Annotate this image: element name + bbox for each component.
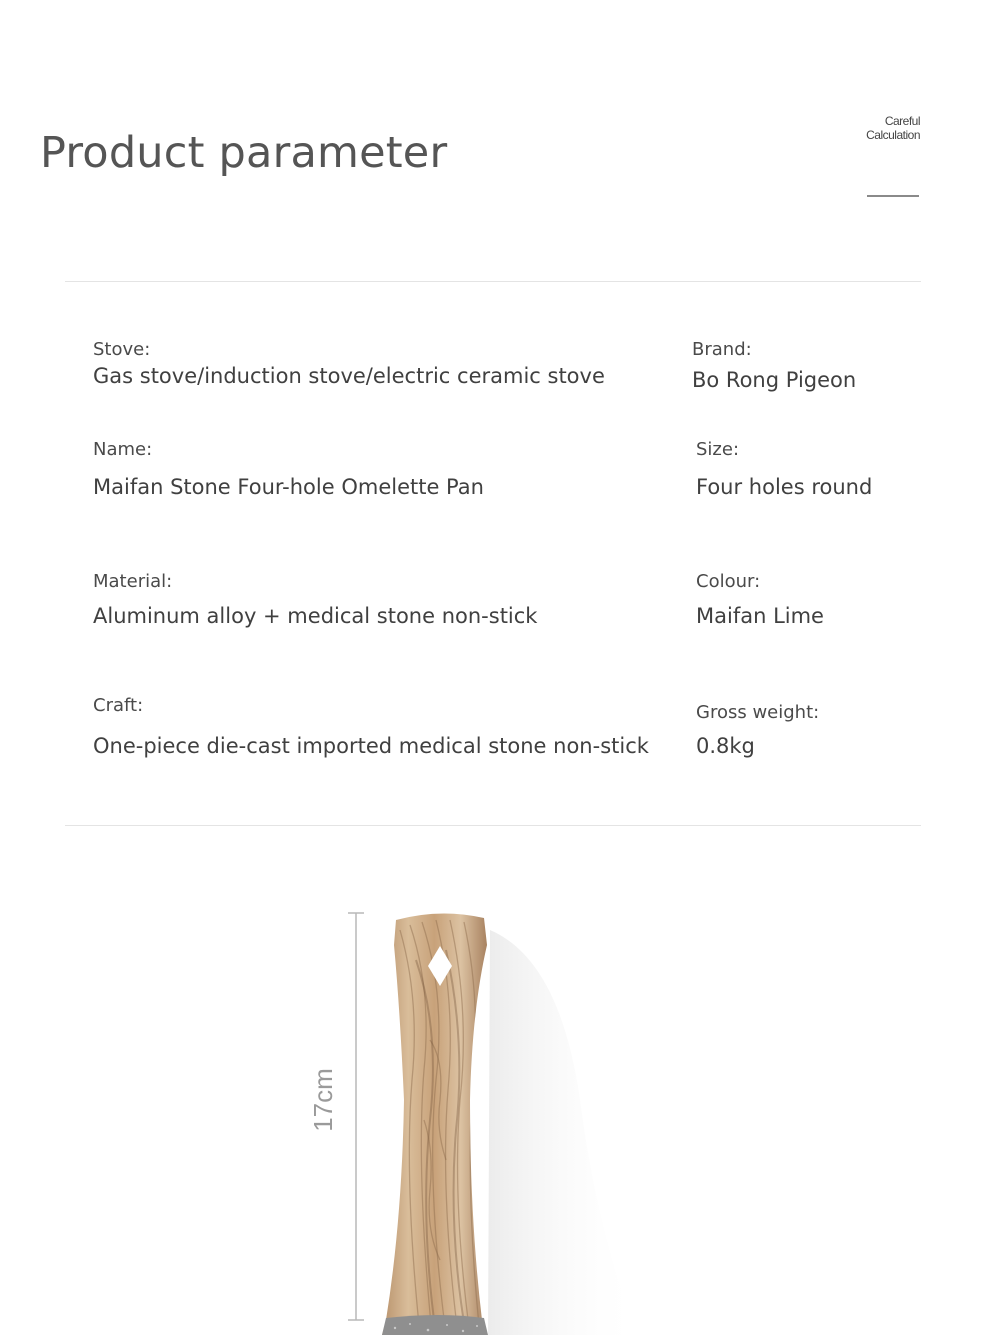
pan-handle-photo	[0, 880, 1000, 1335]
name-label: Name:	[93, 439, 153, 460]
colour-label: Colour:	[696, 571, 761, 592]
size-value: Four holes round	[696, 475, 873, 499]
brand-label: Brand:	[692, 339, 752, 360]
weight-value: 0.8kg	[696, 734, 755, 758]
colour-value: Maifan Lime	[696, 604, 824, 628]
tagline-underline	[867, 195, 919, 197]
material-value: Aluminum alloy + medical stone non-stick	[93, 604, 538, 628]
stove-value: Gas stove/induction stove/electric ceramic stove	[93, 364, 605, 388]
top-divider	[65, 281, 921, 282]
bottom-divider	[65, 825, 921, 826]
size-label: Size:	[696, 439, 740, 460]
weight-label: Gross weight:	[696, 702, 820, 723]
page-title: Product parameter	[40, 128, 448, 178]
stove-label: Stove:	[93, 339, 151, 360]
brand-value: Bo Rong Pigeon	[692, 368, 857, 392]
dimension-label: 17cm	[308, 1068, 338, 1132]
name-value: Maifan Stone Four-hole Omelette Pan	[93, 475, 484, 499]
tagline-line-2: Calculation	[866, 128, 920, 142]
tagline	[800, 114, 920, 142]
material-label: Material:	[93, 571, 173, 592]
craft-value: One-piece die-cast imported medical stone non-stick	[93, 734, 649, 758]
tagline-line-1: Careful	[884, 114, 920, 128]
craft-label: Craft:	[93, 695, 144, 716]
